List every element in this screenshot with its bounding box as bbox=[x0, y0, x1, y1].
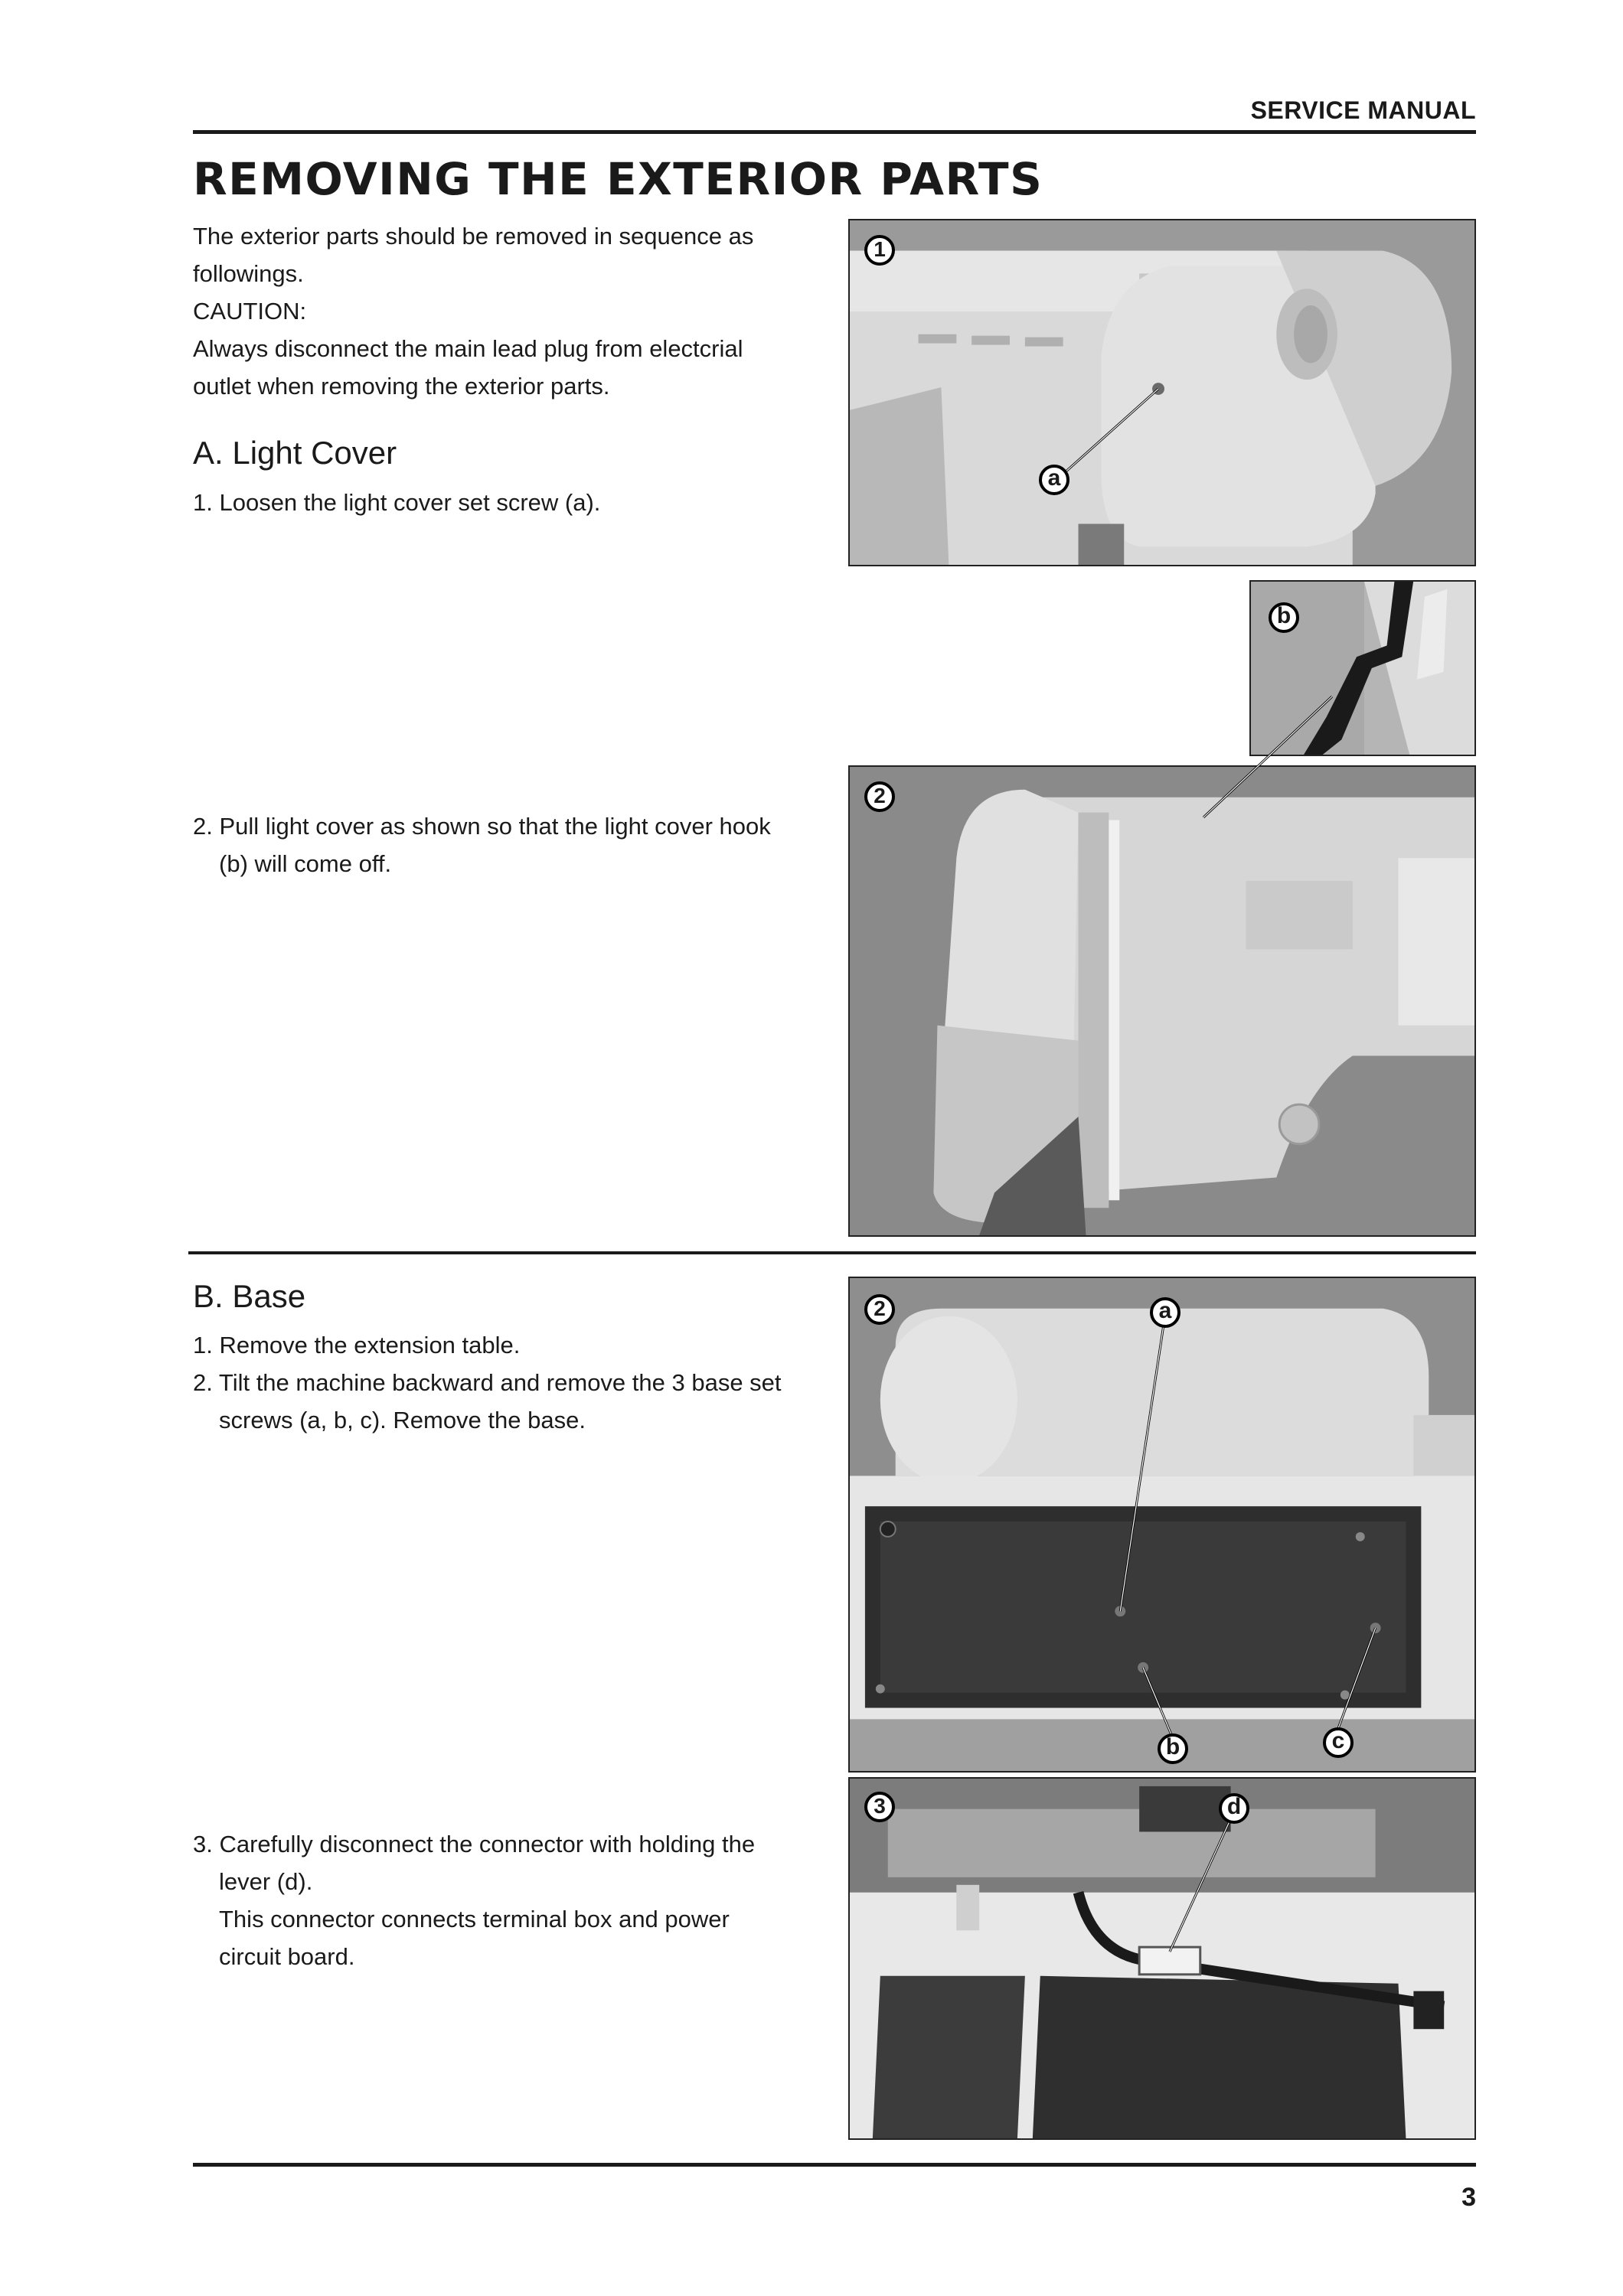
section-b-heading: B. Base bbox=[193, 1278, 306, 1314]
figure-3-photo bbox=[848, 1277, 1476, 1773]
figure-2-photo bbox=[848, 765, 1476, 1237]
callout-d bbox=[1218, 1792, 1250, 1828]
callout-a bbox=[1038, 464, 1070, 500]
running-header: SERVICE MANUAL bbox=[1250, 96, 1476, 124]
step-line: (b) will come off. bbox=[219, 850, 392, 877]
callout-letter: b bbox=[1276, 603, 1292, 628]
section-a-heading: A. Light Cover bbox=[193, 435, 397, 471]
callout-b bbox=[1157, 1733, 1189, 1769]
callout-b bbox=[1268, 602, 1300, 638]
header-rule bbox=[193, 130, 1476, 134]
figure-1-number-badge bbox=[864, 234, 896, 270]
step-line: lever (d). bbox=[219, 1868, 313, 1895]
figure-1-illustration bbox=[850, 220, 1474, 565]
intro-line: The exterior parts should be removed in sequence as bbox=[193, 223, 754, 249]
caution-label: CAUTION: bbox=[193, 298, 307, 325]
figure-3-illustration bbox=[850, 1278, 1474, 1771]
step-line: This connector connects terminal box and power bbox=[219, 1906, 730, 1932]
step-line: 3. Carefully disconnect the connector with holding the bbox=[193, 1831, 756, 1857]
detail-leader-line bbox=[1194, 689, 1347, 827]
figure-2-illustration bbox=[850, 767, 1474, 1235]
intro-line: followings. bbox=[193, 260, 304, 287]
section-b-step-1: 1. Remove the extension table. bbox=[193, 1332, 521, 1358]
figure-number: 2 bbox=[874, 784, 886, 807]
figure-1-photo bbox=[848, 219, 1476, 566]
footer-rule bbox=[193, 2163, 1476, 2167]
step-line: circuit board. bbox=[219, 1943, 355, 1970]
page-number: 3 bbox=[1461, 2183, 1476, 2212]
figure-number: 1 bbox=[874, 237, 886, 261]
step-line: 2. Pull light cover as shown so that the light cover hook bbox=[193, 813, 771, 840]
callout-letter: d bbox=[1226, 1794, 1242, 1819]
figure-2-number-badge bbox=[864, 781, 896, 817]
section-b-step-3 bbox=[193, 1825, 755, 1975]
intro-text bbox=[193, 217, 821, 405]
figure-4-illustration bbox=[850, 1779, 1474, 2138]
figure-number: 2 bbox=[874, 1296, 886, 1320]
page-title: REMOVING THE EXTERIOR PARTS bbox=[193, 153, 1043, 205]
callout-c bbox=[1322, 1727, 1354, 1763]
section-b-step-2 bbox=[193, 1364, 782, 1439]
section-a-step-1: 1. Loosen the light cover set screw (a). bbox=[193, 489, 601, 516]
callout-letter: c bbox=[1331, 1728, 1345, 1753]
callout-a bbox=[1149, 1296, 1181, 1332]
callout-letter: b bbox=[1165, 1734, 1181, 1760]
callout-letter: a bbox=[1047, 465, 1061, 491]
section-a-step-2 bbox=[193, 807, 771, 882]
step-line: 2. Tilt the machine backward and remove the 3 base set bbox=[193, 1369, 782, 1396]
figure-3-number-badge bbox=[864, 1293, 896, 1329]
intro-line: Always disconnect the main lead plug from electcrial bbox=[193, 335, 743, 362]
step-line: screws (a, b, c). Remove the base. bbox=[219, 1407, 586, 1433]
figure-number: 3 bbox=[874, 1794, 886, 1818]
figure-4-number-badge bbox=[864, 1791, 896, 1827]
figure-4-photo bbox=[848, 1777, 1476, 2140]
callout-letter: a bbox=[1158, 1298, 1172, 1323]
section-divider bbox=[188, 1251, 1476, 1254]
intro-line: outlet when removing the exterior parts. bbox=[193, 373, 610, 400]
